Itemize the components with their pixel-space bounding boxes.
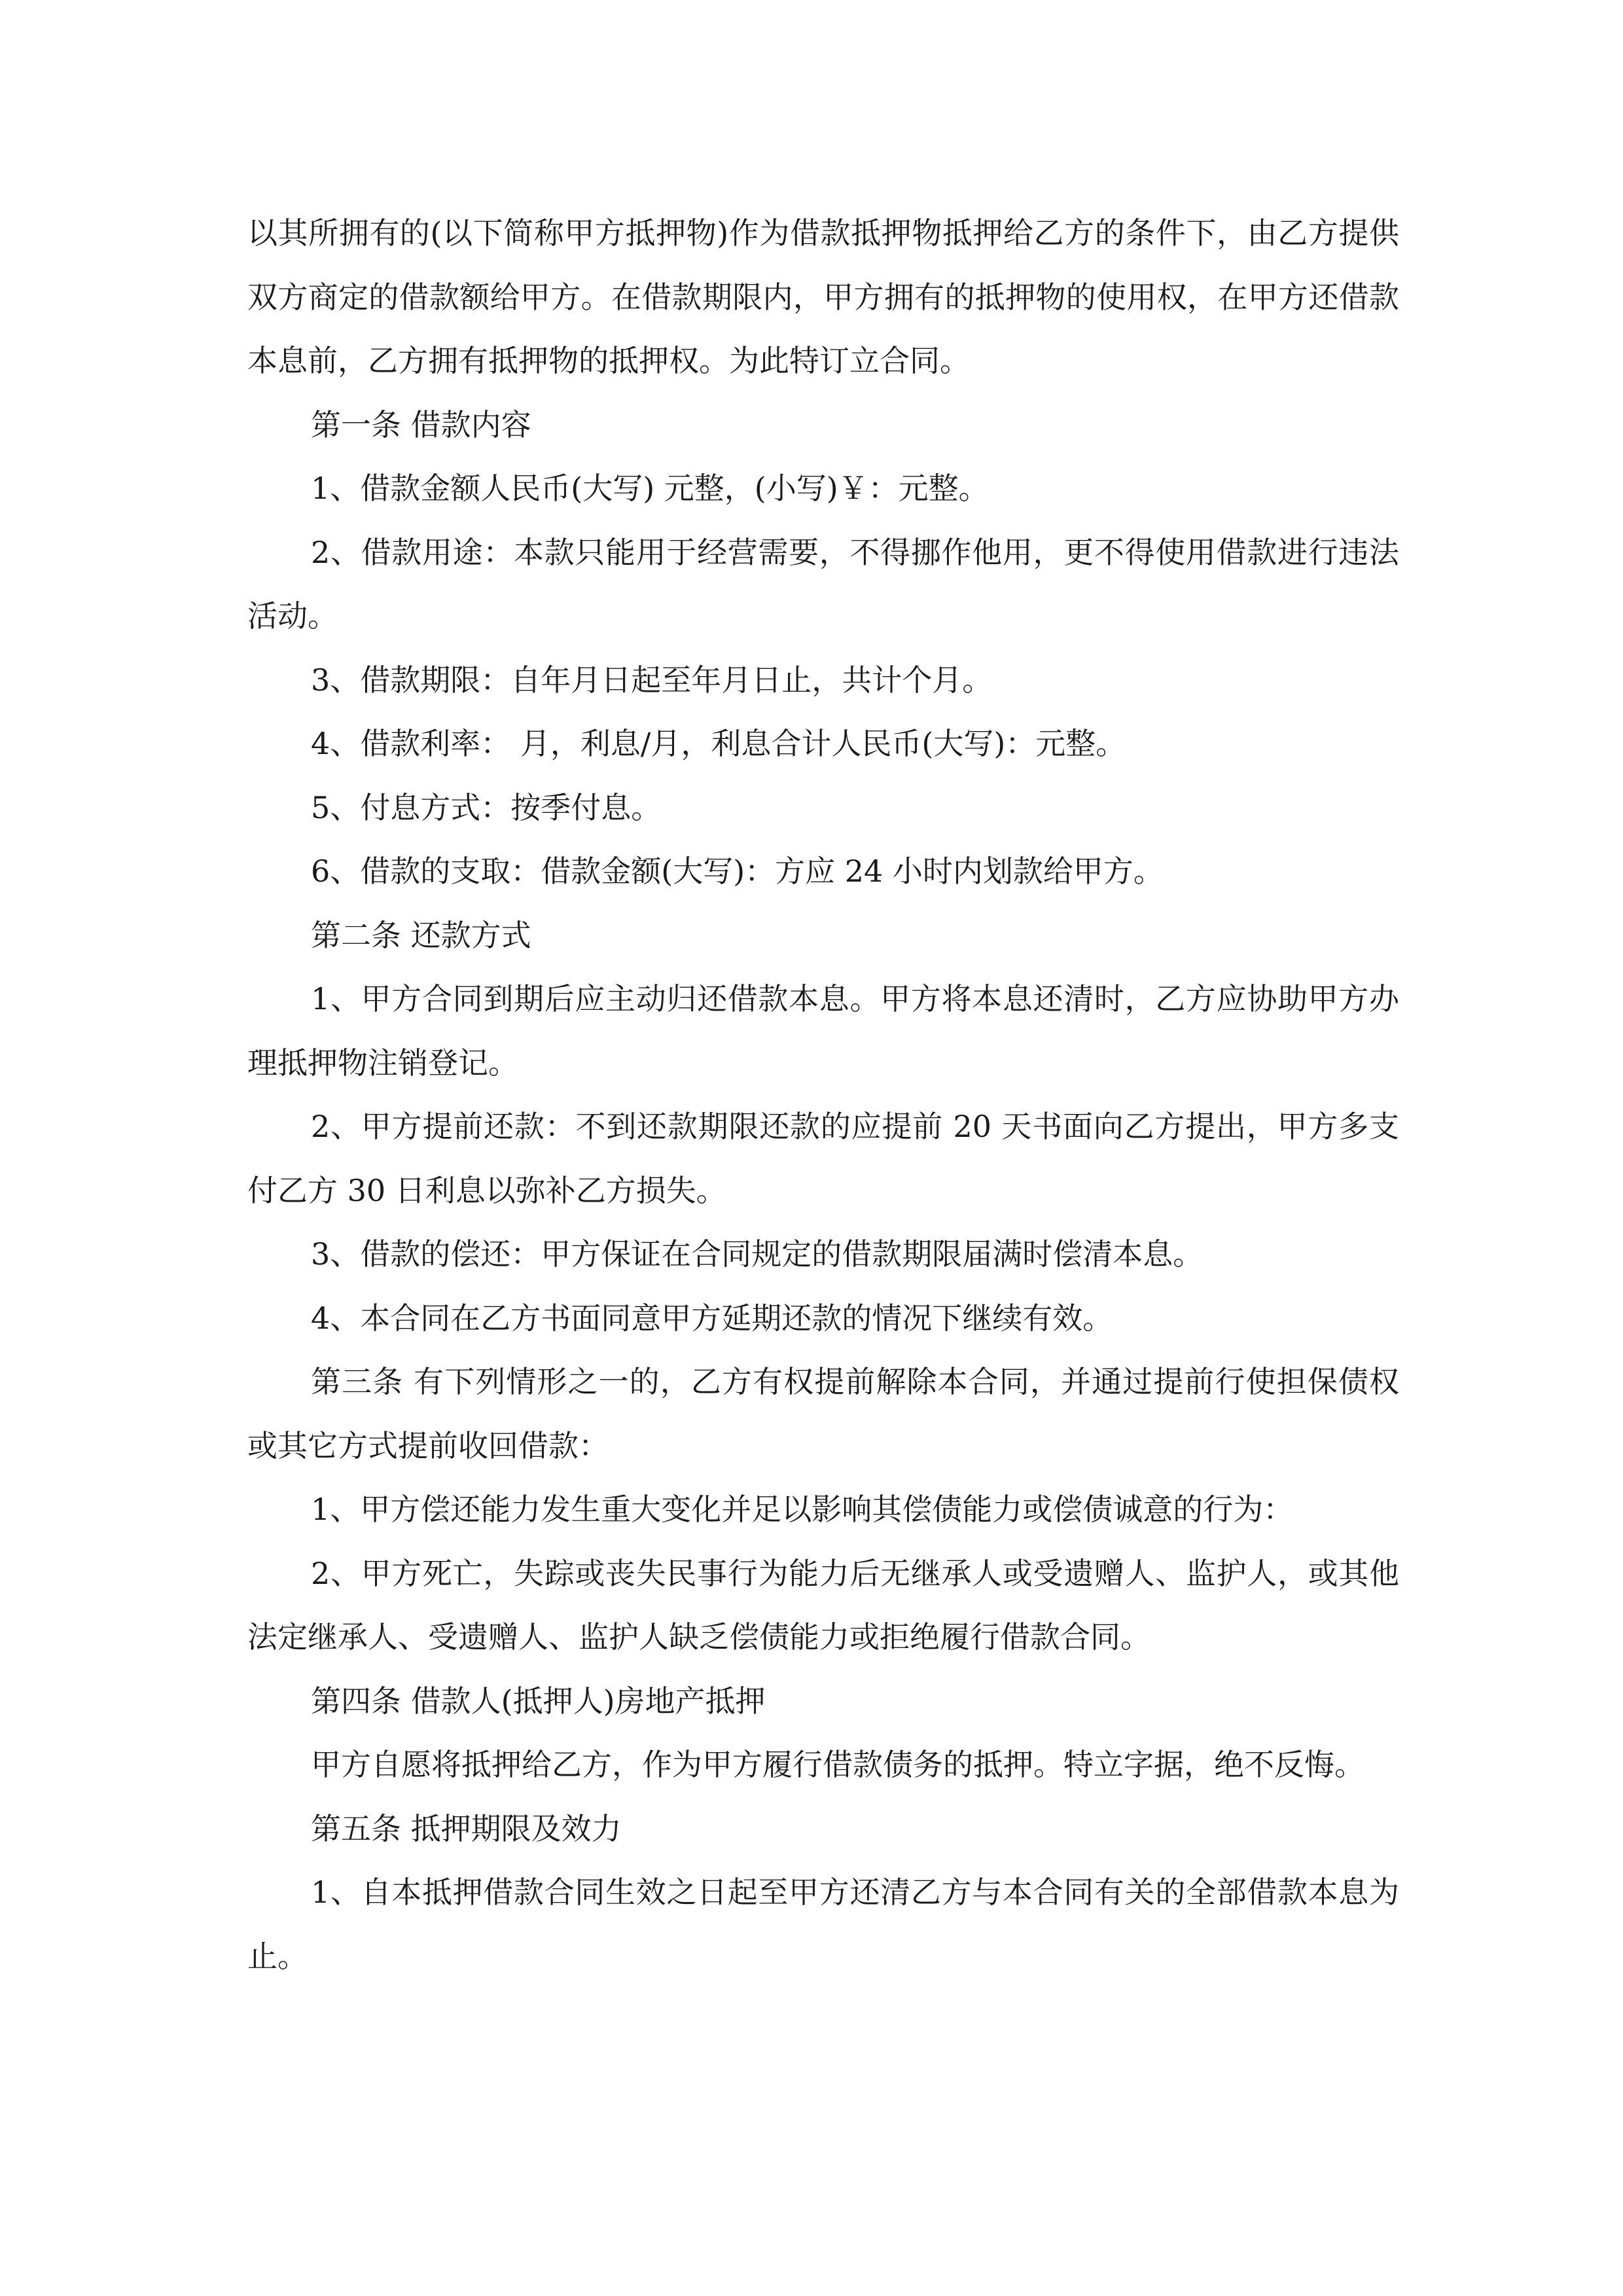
article-1-item-5: 5、付息方式：按季付息。 [311, 789, 662, 825]
article-4-heading: 第四条 借款人(抵押人)房地产抵押 [311, 1683, 766, 1719]
article-3-item-2: 2、甲方死亡，失踪或丧失民事行为能力后无继承人或受遗赠人、监护人，或其他法定继承人、受遗赠人、监护人缺乏偿债能力或拒绝履行借款合同。 [247, 1555, 1399, 1655]
article-1-item-6: 6、借款的支取：借款金额(大写)：方应 24 小时内划款给甲方。 [311, 853, 1164, 889]
article-3-heading: 第三条 有下列情形之一的，乙方有权提前解除本合同，并通过提前行使担保债权或其它方式提前收回借款： [247, 1364, 1399, 1463]
article-2-item-2: 2、甲方提前还款：不到还款期限还款的应提前 20 天书面向乙方提出，甲方多支付乙方 30 日利息以弥补乙方损失。 [247, 1109, 1399, 1208]
article-2-item-1: 1、甲方合同到期后应主动归还借款本息。甲方将本息还清时，乙方应协助甲方办理抵押物注销登记。 [247, 981, 1399, 1081]
article-2-item-3: 3、借款的偿还：甲方保证在合同规定的借款期限届满时偿清本息。 [311, 1236, 1204, 1272]
article-4-body: 甲方自愿将抵押给乙方，作为甲方履行借款债务的抵押。特立字据，绝不反悔。 [311, 1747, 1364, 1782]
article-1-item-1: 1、借款金额人民币(大写) 元整，(小写)￥：元整。 [311, 471, 989, 506]
contract-body [247, 202, 1399, 1988]
article-5-heading: 第五条 抵押期限及效力 [311, 1810, 622, 1846]
article-1-item-2: 2、借款用途：本款只能用于经营需要，不得挪作他用，更不得使用借款进行违法活动。 [247, 534, 1399, 634]
intro-paragraph: 以其所拥有的(以下简称甲方抵押物)作为借款抵押物抵押给乙方的条件下，由乙方提供双方商定的借款额给甲方。在借款期限内，甲方拥有的抵押物的使用权，在甲方还借款本息前，乙方拥有抵押物的抵押权。为此特订立合同。 [247, 215, 1399, 378]
article-1-item-4: 4、借款利率： 月，利息/月，利息合计人民币(大写)：元整。 [311, 726, 1126, 761]
article-1-item-3: 3、借款期限：自年月日起至年月日止，共计个月。 [311, 662, 993, 698]
article-2-item-4: 4、本合同在乙方书面同意甲方延期还款的情况下继续有效。 [311, 1300, 1113, 1336]
article-3-item-1: 1、甲方偿还能力发生重大变化并足以影响其偿债能力或偿债诚意的行为： [311, 1492, 1294, 1527]
article-1-heading: 第一条 借款内容 [311, 406, 531, 442]
article-2-heading: 第二条 还款方式 [311, 917, 531, 953]
article-5-item-1: 1、自本抵押借款合同生效之日起至甲方还清乙方与本合同有关的全部借款本息为止。 [247, 1874, 1399, 1974]
